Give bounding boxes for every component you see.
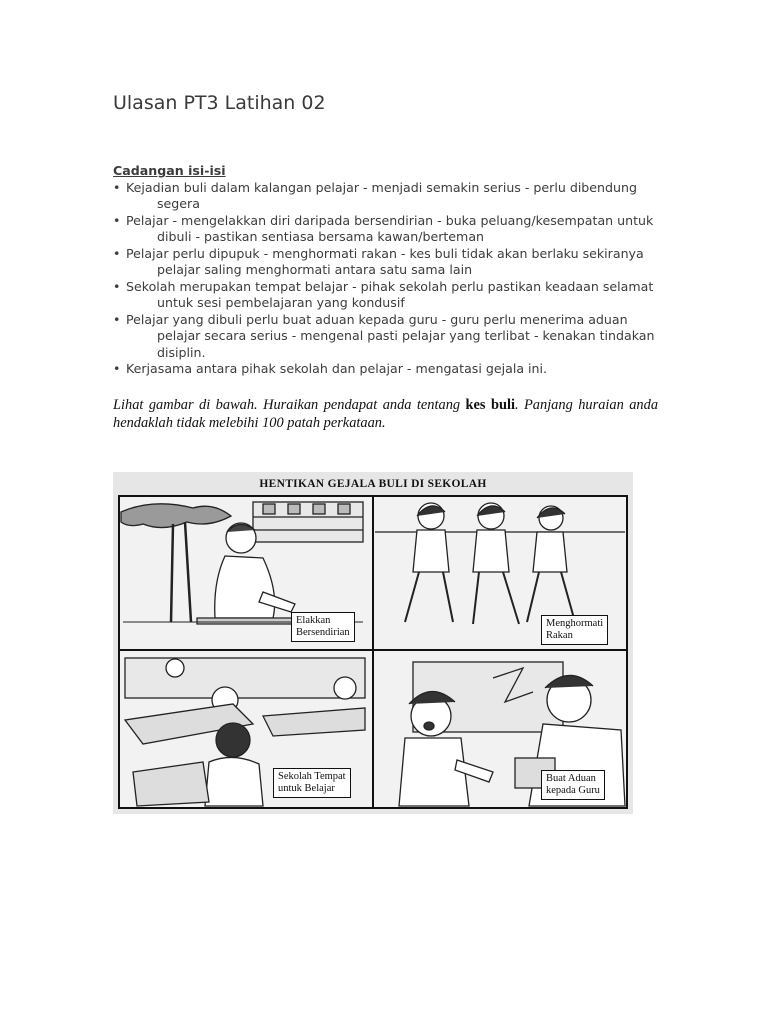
bullet-icon: •	[113, 179, 121, 195]
list-item: • Pelajar yang dibuli perlu buat aduan kepada guru - guru perlu menerima aduan pelajar secara serius - mengenal pasti pelajar yang terlibat - kenakan tindakan disiplin.	[113, 311, 655, 360]
list-item: • Pelajar perlu dipupuk - menghormati rakan - kes buli tidak akan berlaku sekiranya pelajar saling menghormati antara satu sama lain	[113, 245, 644, 277]
bullet-icon: •	[113, 361, 121, 376]
suggestions-section	[113, 163, 658, 378]
list-item: • Pelajar - mengelakkan diri daripada bersendirian - buka peluang/kesempatan untuk dibuli - pastikan sentiasa bersama kawan/berteman	[113, 212, 654, 244]
bullet-icon: •	[113, 245, 121, 261]
keyword-bold: kes buli	[465, 397, 515, 413]
question-instruction: Lihat gambar di bawah. Huraikan pendapat anda tentang kes buli. Panjang huraian anda hendaklah tidak melebihi 100 patah perkataan.	[113, 397, 659, 431]
list-item: • Kerjasama antara pihak sekolah dan pelajar - mengatasi gejala ini.	[113, 361, 548, 376]
suggestions-heading: Cadangan isi-isi	[113, 163, 226, 178]
bullet-icon: •	[113, 278, 121, 294]
list-item: • Kejadian buli dalam kalangan pelajar - menjadi semakin serius - perlu dibendung segera	[113, 179, 637, 211]
page-title: Ulasan PT3 Latihan 02	[113, 92, 326, 114]
bullet-icon: •	[113, 311, 121, 327]
list-item: • Sekolah merupakan tempat belajar - pihak sekolah perlu pastikan keadaan selamat untuk sesi pembelajaran yang kondusif	[113, 278, 654, 310]
suggestions-list	[113, 180, 658, 378]
comic-figure	[113, 472, 633, 814]
figure-title: HENTIKAN GEJALA BULI DI SEKOLAH	[259, 478, 487, 490]
caption-complaint: Buat Aduan kepada Guru	[541, 770, 605, 800]
caption-school: Sekolah Tempat untuk Belajar	[273, 768, 351, 798]
caption-respect: Menghormati Rakan	[541, 615, 608, 645]
bullet-icon: •	[113, 212, 121, 228]
caption-alone: Elakkan Bersendirian	[291, 612, 355, 642]
